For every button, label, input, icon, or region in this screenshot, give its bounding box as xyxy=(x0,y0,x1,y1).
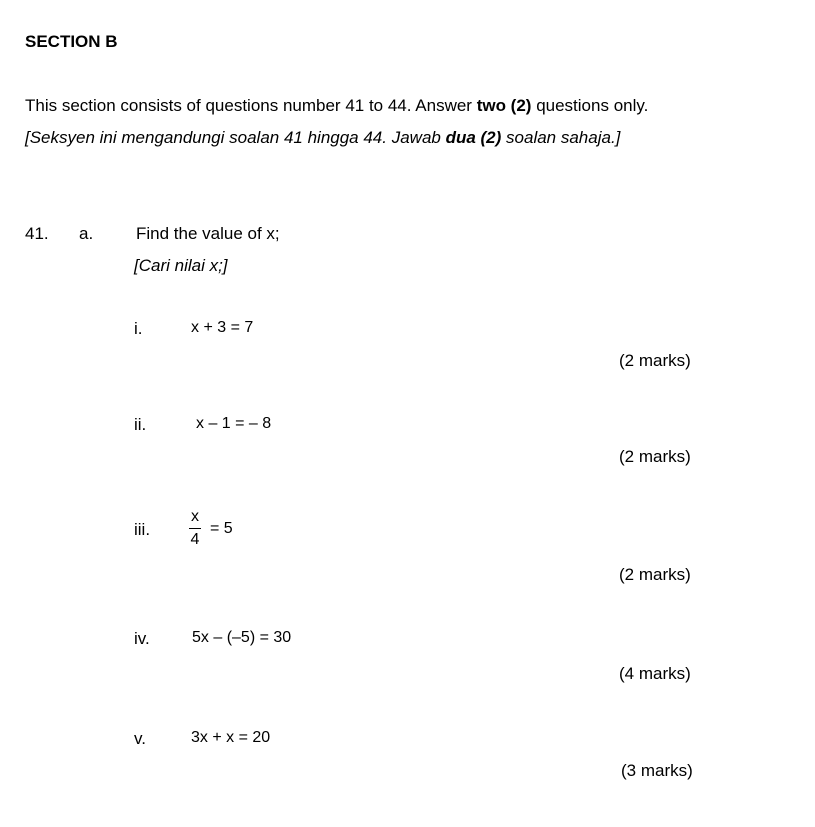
item-equation: x + 3 = 7 xyxy=(191,319,254,336)
instruction-malay-text: [Seksyen ini mengandungi soalan 41 hingga 44. Jawab xyxy=(25,128,446,147)
instruction-english-tail: questions only. xyxy=(531,96,649,115)
question-prompt-english: Find the value of x; xyxy=(136,224,280,243)
instruction-malay xyxy=(25,129,620,146)
item-marks: (3 marks) xyxy=(621,761,693,780)
instruction-malay-emphasis: dua (2) xyxy=(445,128,502,147)
question-number: 41. xyxy=(25,224,49,243)
question-part-label: a. xyxy=(79,224,94,243)
instruction-english-emphasis: two (2) xyxy=(476,96,532,115)
fraction xyxy=(189,509,201,548)
fraction-numerator: x xyxy=(191,508,199,525)
instruction-malay-tail: soalan sahaja.] xyxy=(501,128,621,147)
item-equation: x – 1 = – 8 xyxy=(196,415,272,432)
instruction-english-text: This section consists of questions number 41 to 44. Answer xyxy=(25,96,477,115)
fraction-rhs: = 5 xyxy=(210,520,233,537)
fraction-denominator: 4 xyxy=(190,531,200,549)
item-label: iii. xyxy=(134,520,151,539)
fraction-bar xyxy=(189,528,201,529)
item-equation: 5x – (–5) = 30 xyxy=(192,629,292,646)
section-title: SECTION B xyxy=(25,32,118,51)
item-label: i. xyxy=(134,319,143,338)
item-label: ii. xyxy=(134,415,147,434)
item-marks: (2 marks) xyxy=(619,447,691,466)
item-label: v. xyxy=(134,729,146,748)
item-marks: (2 marks) xyxy=(619,565,691,584)
item-label: iv. xyxy=(134,629,150,648)
item-equation: 3x + x = 20 xyxy=(191,729,271,746)
item-equation-fraction xyxy=(189,507,201,548)
instruction-english xyxy=(25,97,648,114)
question-prompt-malay: [Cari nilai x;] xyxy=(134,256,228,275)
item-marks: (4 marks) xyxy=(619,664,691,683)
item-marks: (2 marks) xyxy=(619,351,691,370)
